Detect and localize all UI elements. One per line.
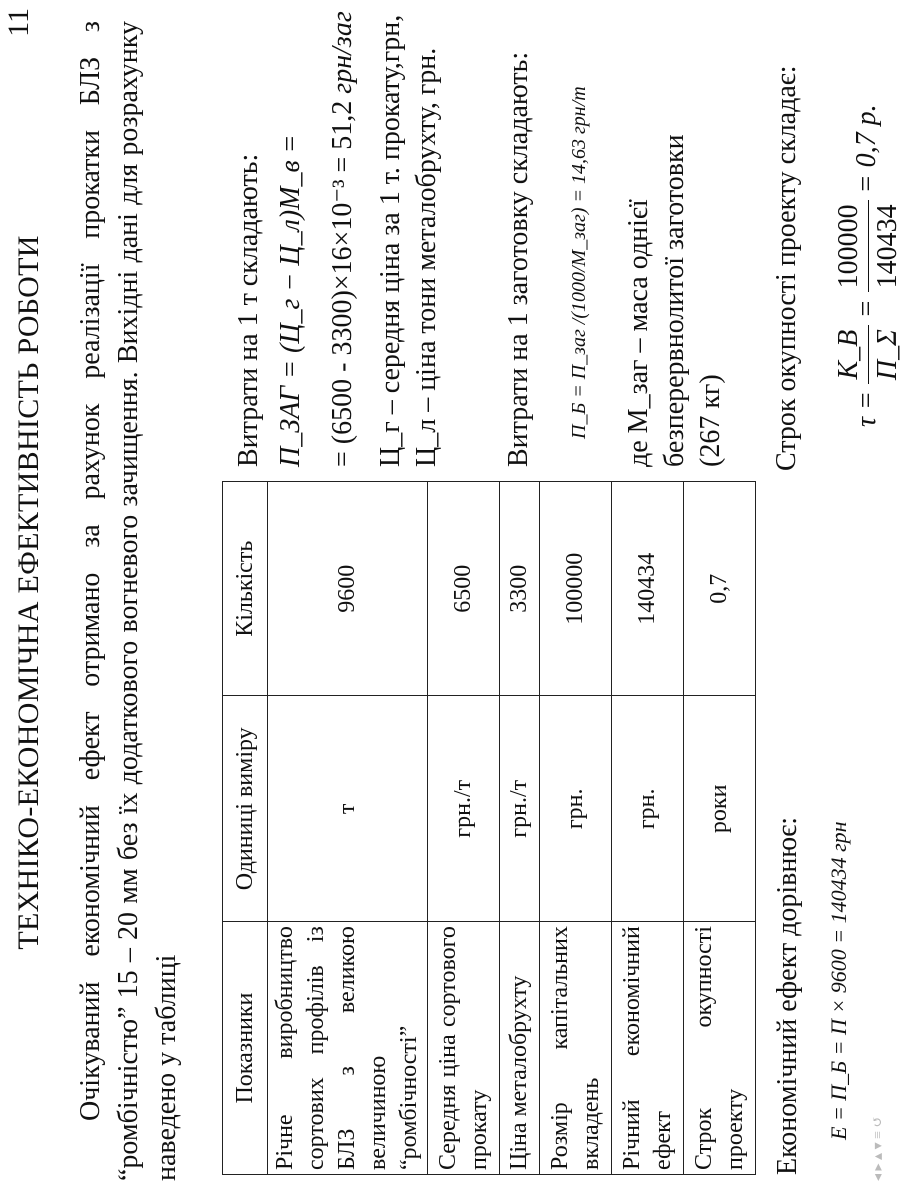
row-unit: грн. [540,696,612,922]
fraction-numerator: К_В [830,325,869,384]
table-row [540,482,612,1175]
payback-equals: = [850,299,882,319]
page-number: 11 [2,8,35,37]
viewer-nav-controls[interactable]: ◂ ▸ ▴ ▾ ≡ ↺ [871,1115,886,1181]
blank-definition-3: (267 кг) [695,374,726,467]
row-indicator: Строк окупності проекту [684,922,756,1175]
costs-definition-1: Ц_г – середня ціна за 1 т. прокату,грн, [375,14,406,467]
costs-heading: Витрати на 1 т складають: [233,153,264,467]
costs-formula-2 [324,11,362,467]
row-indicator: Річне виробництво сортових профілів із БЛЗ з великою величиною “ромбічності” [268,922,428,1175]
row-quantity: 0,7 [684,482,756,696]
payback-formula [830,104,907,427]
table-row [612,482,684,1175]
blank-heading: Витрати на 1 заготовку складають: [503,51,534,467]
table-row [500,482,540,1175]
row-indicator: Річний економічний ефект [612,922,684,1175]
header-unit: Одиниці виміру [223,696,268,922]
row-unit: грн./т [428,696,500,922]
payback-fraction-symbolic [830,325,907,384]
row-indicator: Середня ціна сортового прокату [428,922,500,1175]
blank-definition-1: де М_заг – маса однієї [623,199,654,467]
row-quantity: 6500 [428,482,500,696]
row-unit: роки [684,696,756,922]
input-data-table [222,481,756,1175]
row-indicator: Ціна металобрухту [500,922,540,1175]
header-indicator: Показники [223,922,268,1175]
row-indicator: Розмір капітальних вкладень [540,922,612,1175]
row-quantity: 9600 [268,482,428,696]
row-unit: грн. [612,696,684,922]
row-quantity: 140434 [612,482,684,696]
effect-formula: Е = П_Б = П × 9600 = 140434 грн [826,821,851,1140]
payback-result: = 0,7 р. [850,104,882,194]
payback-fraction-numeric [830,200,907,292]
payback-heading: Строк окупності проекту складає: [771,65,802,471]
effect-label: Економічний ефект дорівнює: [772,816,803,1175]
fraction-denominator: П_Σ [872,329,903,381]
fraction-numerator: 100000 [830,200,869,292]
row-quantity: 100000 [540,482,612,696]
fraction-denominator: 140434 [872,204,903,289]
table-row [268,482,428,1175]
payback-lhs: τ = [850,391,882,427]
costs-definition-2: Ц_л – ціна тони металобрухту, грн. [411,47,442,467]
table-row [428,482,500,1175]
table-row [684,482,756,1175]
row-unit: грн./т [500,696,540,922]
intro-paragraph [72,21,186,1181]
blank-definition-2: безперервнолитої заготовки [659,134,690,467]
row-quantity: 3300 [500,482,540,696]
costs-formula-1: П_ЗАГ = (Ц_г − Ц_л)М_в = [275,134,306,467]
page-title: ТЕХНІКО-ЕКОНОМІЧНА ЕФЕКТИВНІСТЬ РОБОТИ [12,235,45,950]
blank-formula: П_Б = П_заг /(1000/М_заг) = 14,63 грн/т [568,86,590,439]
row-unit: т [268,696,428,922]
costs-formula-2-value: = (6500 - 3300)×16×10⁻³ = 51,2 [327,100,358,467]
header-quantity: Кількість [223,482,268,696]
costs-formula-2-unit: грн/заг [327,11,358,94]
table-header-row [223,482,268,1175]
intro-text: Очікуваний економічний ефект отримано за рахунок реалізації прокатки БЛЗ з “ромбічністю” 15 – 20 мм без їх додаткового вогневого зачищення. Вихідні дані для розрахунку наведено у таблиці [75,21,182,1181]
